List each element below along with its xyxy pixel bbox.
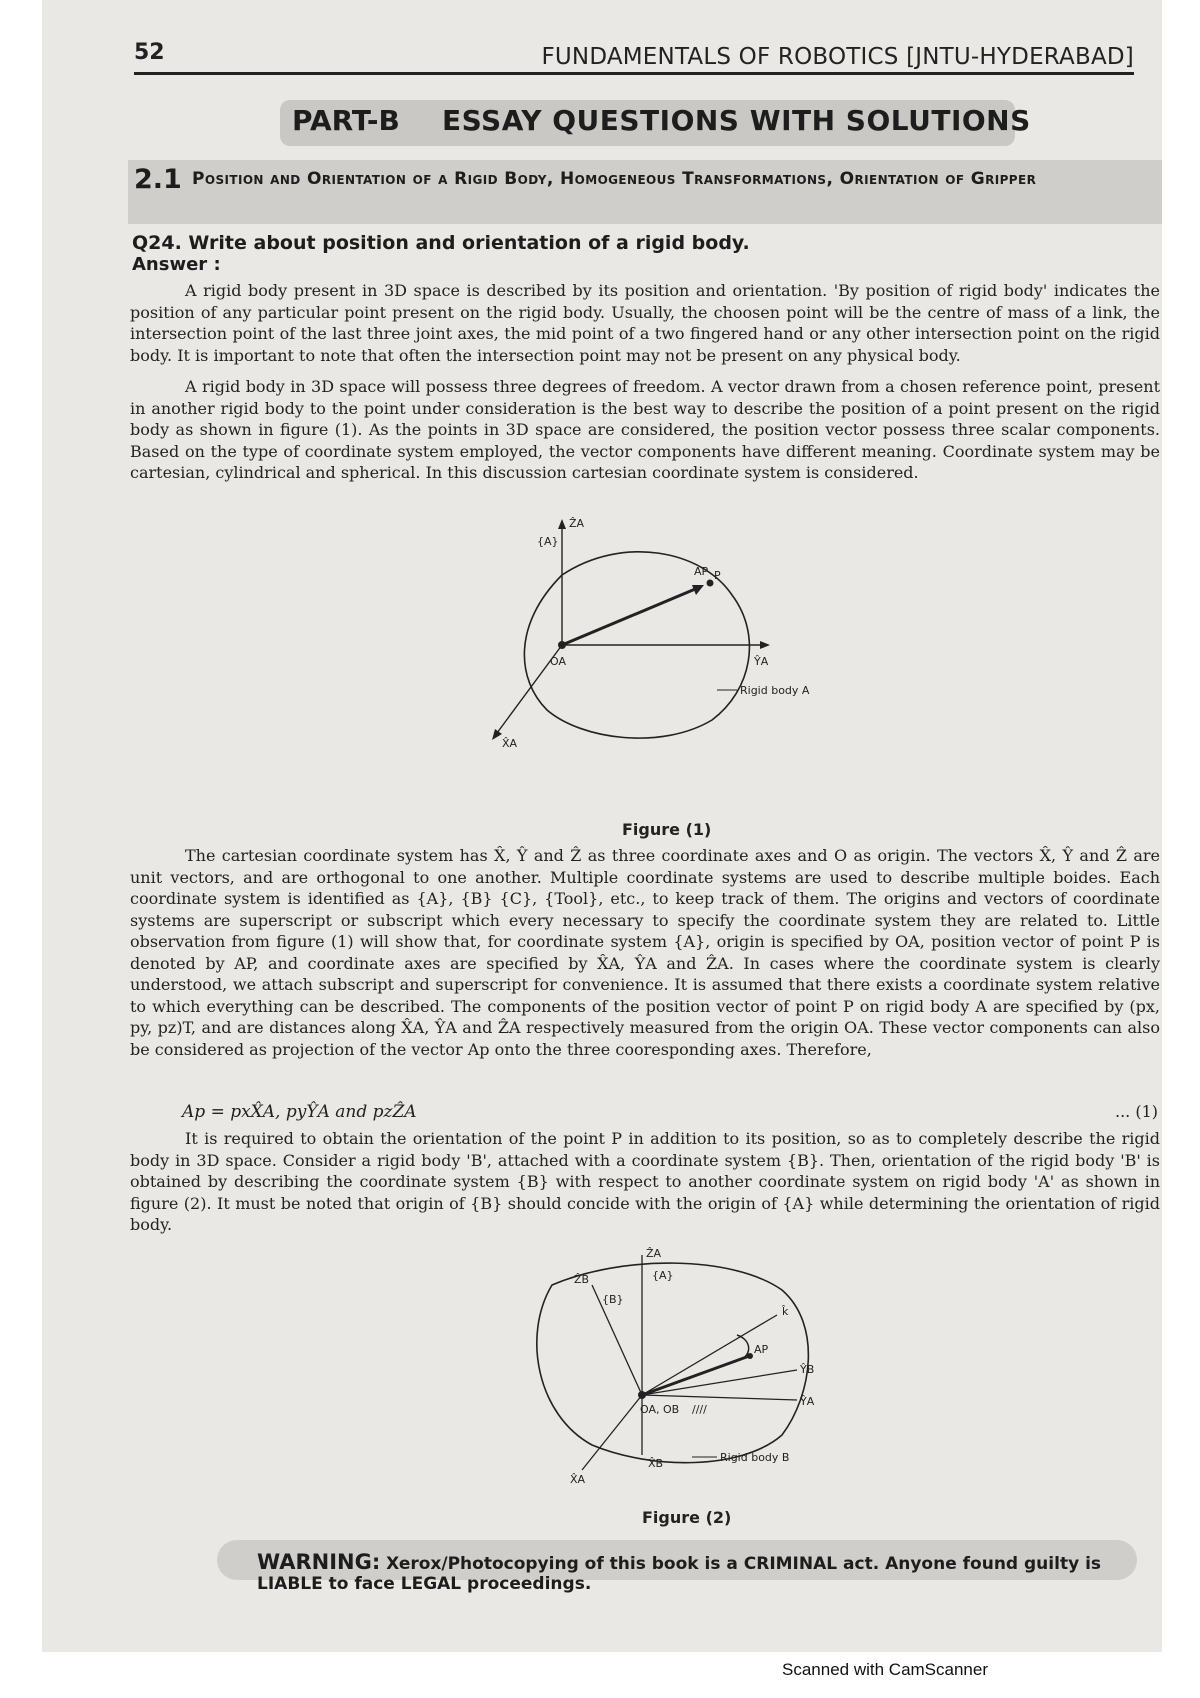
- fig1-y-label: ŶA: [754, 655, 769, 668]
- question-heading: Q24. Write about position and orientation of a rigid body.: [132, 232, 750, 254]
- figure-2-caption: Figure (2): [642, 1508, 732, 1527]
- fig2-body-label: Rigid body B: [720, 1451, 790, 1464]
- figure-1-caption: Figure (1): [622, 820, 712, 839]
- page-number: 52: [134, 40, 165, 65]
- figure-2-diagram: [512, 1245, 842, 1495]
- fig2-ya-label: ŶA: [800, 1395, 815, 1408]
- fig2-yb-line: [642, 1370, 797, 1395]
- equation-1: [182, 1102, 1162, 1122]
- warning-body: Xerox/Photocopying of this book is a CRIMINAL act. Anyone found guilty is LIABLE to face LEGAL proceedings.: [257, 1554, 1102, 1594]
- fig2-p-label: AP: [754, 1343, 769, 1356]
- fig1-x-label: X̂A: [502, 737, 518, 750]
- book-page: [42, 0, 1162, 1652]
- section-title: Position and Orientation of a Rigid Body, Homogeneous Transformations, Orientation of Gripper: [192, 169, 1037, 189]
- fig1-point-label: P: [714, 569, 721, 582]
- fig2-xb-label: X̂B: [648, 1457, 664, 1470]
- origin-dot-icon: [558, 641, 566, 649]
- fig2-xa-line: [582, 1395, 642, 1470]
- y-arrow-icon: [760, 641, 770, 649]
- paragraph-2: A rigid body in 3D space will possess three degrees of freedom. A vector drawn from a chosen reference point, present in another rigid body to the point under consideration is the best way to describe the position of a point present on the rigid body as shown in figure (1). As the points in 3D space are considered, the position vector possess three scalar components. Based on the type of coordinate system employed, the vector components have different meaning. Coordinate system may be cartesian, cylindrical and spherical. In this discussion cartesian coordinate system is considered.: [130, 377, 1160, 482]
- part-title: ESSAY QUESTIONS WITH SOLUTIONS: [442, 104, 1031, 137]
- fig2-k-label: k̂: [782, 1305, 789, 1318]
- part-label: PART-B: [292, 104, 400, 137]
- fig2-za-label: ẐA: [646, 1247, 662, 1260]
- fig2-hatch-label: ////: [692, 1403, 707, 1416]
- scanner-watermark: Scanned with CamScanner: [782, 1660, 989, 1679]
- fig2-origin-label: OA, OB: [640, 1403, 680, 1416]
- position-vector-line: [562, 587, 700, 645]
- fig1-z-label: ẐA: [569, 517, 585, 530]
- book-title: FUNDAMENTALS OF ROBOTICS [JNTU-HYDERABAD]: [541, 44, 1134, 70]
- point-p-dot-icon: [707, 580, 714, 587]
- section-number: 2.1: [134, 164, 182, 195]
- fig1-body-label: Rigid body A: [740, 684, 810, 697]
- fig2-point-dot-icon: [747, 1353, 753, 1359]
- figure-1-diagram: [462, 515, 842, 805]
- fig1-origin-label: OA: [550, 655, 566, 668]
- fig2-xa-label: X̂A: [570, 1473, 586, 1486]
- fig1-vector-label: AP: [694, 565, 709, 578]
- x-arrow-icon: [492, 729, 502, 740]
- equation-text: Ap = pxX̂A, pyŶA and pzẐA: [182, 1102, 417, 1122]
- fig1-frame-label: {A}: [537, 535, 559, 548]
- fig2-frame-b-label: {B}: [602, 1293, 624, 1306]
- warning-text: [257, 1550, 1162, 1594]
- paragraph-1: A rigid body present in 3D space is described by its position and orientation. 'By position of rigid body' indicates the position of any particular point present on the rigid body. Usually, the choosen point will be the centre of mass of a link, the intersection point of the last three joint axes, the mid point of a two fingered hand or any other intersection point on the rigid body. It is important to note that often the intersection point may not be present on any physical body.: [130, 281, 1160, 365]
- answer-label: Answer :: [132, 254, 221, 275]
- warning-label: WARNING:: [257, 1550, 381, 1574]
- equation-number: ... (1): [1114, 1102, 1158, 1121]
- rigid-body-b-outline: [537, 1263, 809, 1463]
- fig2-vector-line: [642, 1355, 752, 1395]
- fig2-yb-label: ŶB: [800, 1363, 815, 1376]
- fig2-origin-dot-icon: [638, 1391, 646, 1399]
- paragraph-4: It is required to obtain the orientation of the point P in addition to its position, so as to completely describe the rigid body in 3D space. Consider a rigid body 'B', attached with a coordinate system {B}. Then, orientation of the rigid body 'B' is obtained by describing the coordinate system {B} with respect to another coordinate system on rigid body 'A' as shown in figure (2). It must be noted that origin of {B} should concide with the origin of {A} while determining the orientation of rigid body.: [130, 1129, 1160, 1234]
- fig2-ya-line: [642, 1395, 797, 1400]
- z-arrow-icon: [558, 519, 566, 529]
- fig2-frame-a-label: {A}: [652, 1269, 674, 1282]
- fig2-zb-label: ẐB: [574, 1273, 590, 1286]
- paragraph-3: The cartesian coordinate system has X̂, Ŷ and Ẑ as three coordinate axes and O as origin. The vectors X̂, Ŷ and Ẑ are unit vectors, and are orthogonal to one another. Multiple coordinate systems are used to describe multiple boides. Each coordinate system is identified as {A}, {B} {C}, {Tool}, etc., to keep track of them. The origins and vectors of coordinate systems are superscript or subscript which every necessary to specify the coordinate system they are related to. Little observation from figure (1) will show that, for coordinate system {A}, origin is specified by OA, position vector of point P is denoted by AP, and coordinate axes are specified by X̂A, ŶA and ẐA. In cases where the coordinate system is clearly understood, we attach subscript and superscript for convenience. It is assumed that there exists a coordinate system relative to which everything can be described. The components of the position vector of point P on rigid body A are specified by (px, py, pz)T, and are distances along X̂A, ŶA and ẐA respectively measured from the origin OA. These vector components can also be considered as projection of the vector Ap onto the three cooresponding axes. Therefore,: [130, 846, 1160, 1059]
